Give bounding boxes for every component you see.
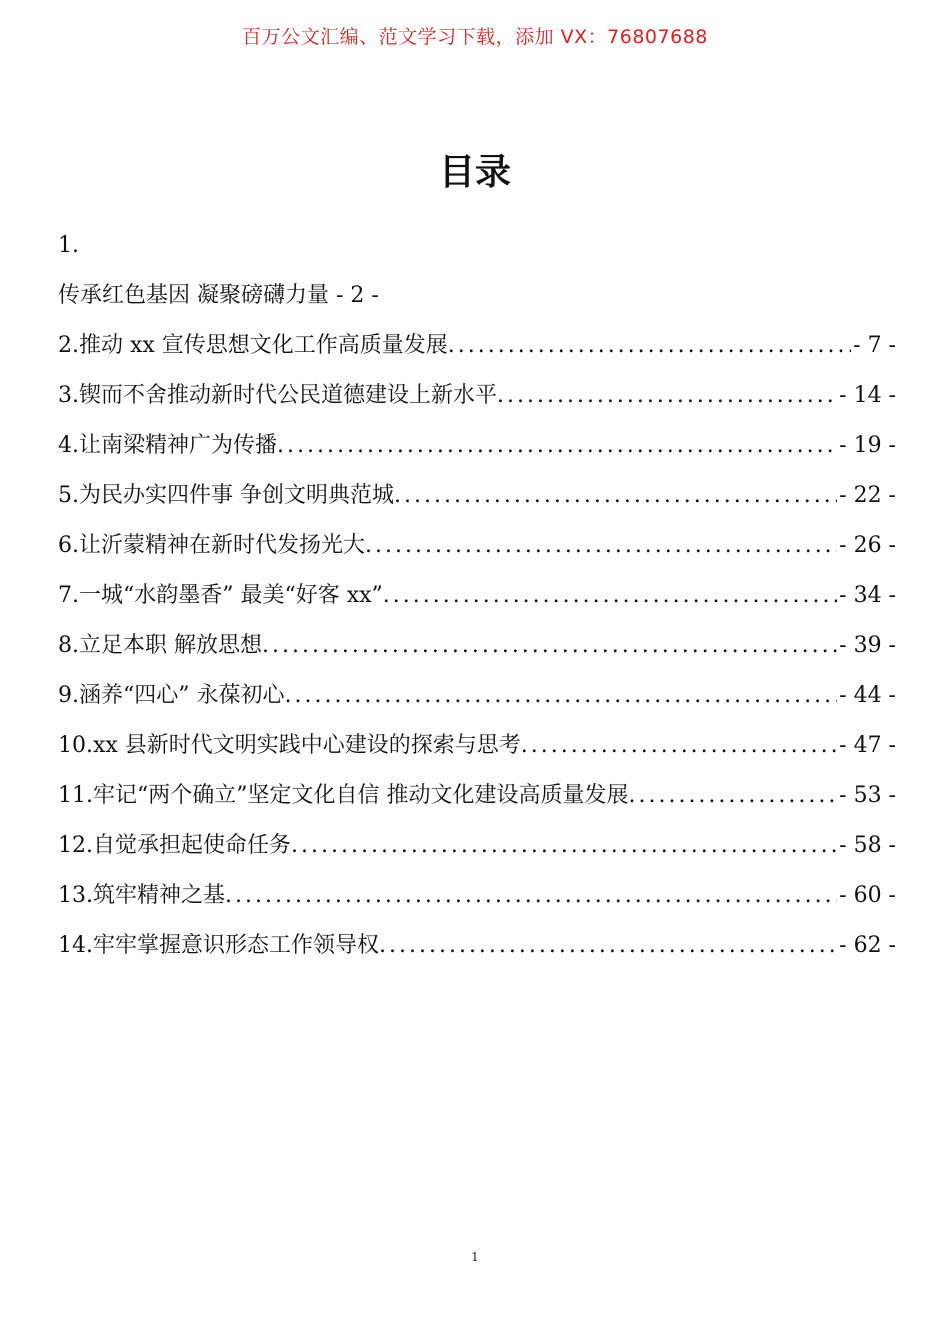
toc-entry[interactable] <box>58 425 896 475</box>
toc-entry-title: 7.一城“水韵墨香” 最美“好客 xx” <box>58 583 383 608</box>
page-title: 目录 <box>438 152 511 193</box>
toc-entry[interactable] <box>58 825 896 875</box>
toc-leader-dots <box>497 375 837 417</box>
toc-leader-dots <box>262 625 837 667</box>
toc-leader-dots <box>521 725 837 767</box>
toc-leader-dots <box>284 675 837 717</box>
toc-entry-title: 14.牢牢掌握意识形态工作领导权 <box>58 933 379 958</box>
toc-entry[interactable] <box>58 325 896 375</box>
page-number: 1 <box>471 1250 479 1264</box>
toc-entry-page: - 39 - <box>839 633 896 658</box>
toc-list <box>58 225 896 975</box>
toc-leader-dots <box>365 525 837 567</box>
toc-entry-page: - 44 - <box>839 683 896 708</box>
toc-leader-dots <box>628 775 837 817</box>
toc-entry[interactable] <box>58 775 896 825</box>
toc-leader-dots <box>277 425 837 467</box>
toc-entry-page: - 58 - <box>839 833 896 858</box>
toc-entry-page: - 7 - <box>853 333 896 358</box>
toc-entry-title: 5.为民办实四件事 争创文明典范城 <box>58 483 394 508</box>
toc-entry-title: 8.立足本职 解放思想 <box>58 633 262 658</box>
toc-entry-title: 6.让沂蒙精神在新时代发扬光大 <box>58 533 365 558</box>
toc-entry-title: 9.涵养“四心” 永葆初心 <box>58 683 285 708</box>
toc-leader-dots <box>291 825 837 867</box>
toc-leader-dots <box>225 875 837 917</box>
toc-entry[interactable] <box>58 625 896 675</box>
header-banner: 百万公文汇编、范文学习下载，添加 VX：76807688 <box>242 26 708 48</box>
toc-entry-title: 10.xx 县新时代文明实践中心建设的探索与思考 <box>58 733 521 758</box>
toc-entry-page: - 34 - <box>839 583 896 608</box>
toc-entry-page: - 26 - <box>839 533 896 558</box>
toc-entry-1-title[interactable]: 传承红色基因 凝聚磅礴力量 - 2 - <box>58 283 379 308</box>
toc-entry-page: - 60 - <box>839 883 896 908</box>
toc-entry-1-number[interactable]: 1. <box>58 233 79 258</box>
toc-entry[interactable] <box>58 525 896 575</box>
toc-entry-page: - 19 - <box>839 433 896 458</box>
toc-entry-page: - 22 - <box>839 483 896 508</box>
toc-entry-page: - 62 - <box>839 933 896 958</box>
toc-entry-title: 13.筑牢精神之基 <box>58 883 225 908</box>
toc-entry-title: 4.让南梁精神广为传播 <box>58 433 277 458</box>
toc-leader-dots <box>383 575 837 617</box>
toc-entry[interactable] <box>58 675 896 725</box>
toc-entry[interactable] <box>58 575 896 625</box>
toc-entry[interactable] <box>58 875 896 925</box>
toc-leader-dots <box>379 925 837 967</box>
toc-entry[interactable] <box>58 725 896 775</box>
toc-entry-title: 11.牢记“两个确立”坚定文化自信 推动文化建设高质量发展 <box>58 783 629 808</box>
toc-entry[interactable] <box>58 475 896 525</box>
toc-leader-dots <box>394 475 837 517</box>
toc-leader-dots <box>448 325 851 367</box>
toc-entry-title: 12.自觉承担起使命任务 <box>58 833 291 858</box>
toc-entry-title: 2.推动 xx 宣传思想文化工作高质量发展 <box>58 333 448 358</box>
toc-entry-page: - 14 - <box>839 383 896 408</box>
toc-entry[interactable] <box>58 375 896 425</box>
toc-entry-page: - 47 - <box>839 733 896 758</box>
toc-entry[interactable] <box>58 925 896 975</box>
toc-entry-title: 3.锲而不舍推动新时代公民道德建设上新水平 <box>58 383 497 408</box>
toc-entry-page: - 53 - <box>839 783 896 808</box>
